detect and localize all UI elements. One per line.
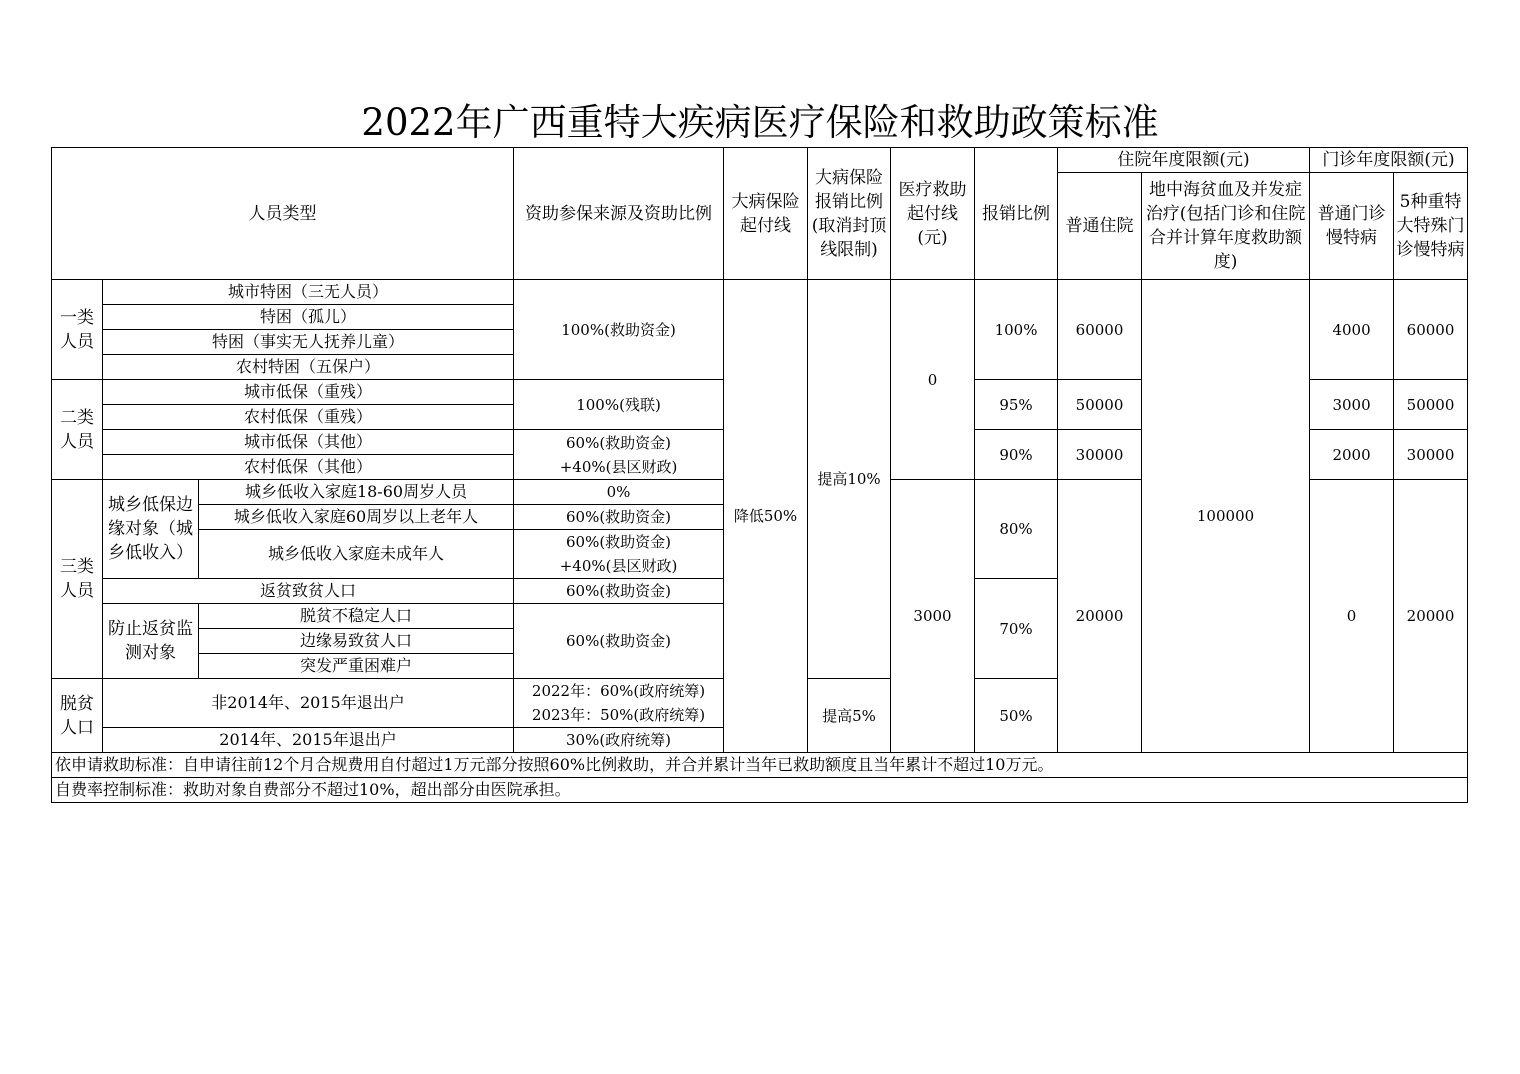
policy-table <box>51 147 1468 803</box>
funding-cell <box>514 679 724 728</box>
funding-line: 60%(救助资金) <box>565 433 672 452</box>
header-critical-ratio: 大病保险报销比例(取消封顶线限制) <box>808 148 891 280</box>
inpatient-limit-cell: 50000 <box>1058 380 1142 430</box>
funding-line: 60%(救助资金) <box>565 533 672 551</box>
funding-cell <box>514 530 724 579</box>
funding-line: 2022年：60%(政府统筹) <box>531 682 706 700</box>
group-label-2: 二类人员 <box>52 380 103 480</box>
thalassemia-limit-cell: 100000 <box>1142 280 1310 753</box>
person-type-cell: 2014年、2015年退出户 <box>103 728 514 753</box>
person-type-cell: 非2014年、2015年退出户 <box>103 679 514 728</box>
funding-cell <box>514 430 724 480</box>
group-label-3: 三类人员 <box>52 480 103 679</box>
document-title: 2022年广西重特大疾病医疗保险和救助政策标准 <box>361 101 1159 144</box>
ratio-cell: 80% <box>975 480 1058 579</box>
funding-cell: 0% <box>514 480 724 505</box>
header-inpatient-limit: 住院年度限额(元) <box>1058 148 1310 173</box>
person-type-cell: 特困（孤儿） <box>103 305 514 330</box>
ratio-cell: 100% <box>975 280 1058 380</box>
header-funding-source: 资助参保来源及资助比例 <box>514 148 724 280</box>
header-reimb-ratio: 报销比例 <box>975 148 1058 280</box>
header-critical-deductible: 大病保险起付线 <box>724 148 808 280</box>
five-major-limit-cell: 60000 <box>1394 280 1468 380</box>
funding-cell: 30%(政府统筹) <box>514 728 724 753</box>
chronic-limit-cell: 0 <box>1310 480 1394 753</box>
critical-ratio-cell: 提高10% <box>808 280 891 679</box>
header-five-major: 5种重特大特殊门诊慢特病 <box>1394 173 1468 280</box>
funding-cell: 100%(残联) <box>514 380 724 430</box>
person-type-cell: 突发严重困难户 <box>199 654 514 679</box>
chronic-limit-cell: 2000 <box>1310 430 1394 480</box>
ratio-cell: 50% <box>975 679 1058 753</box>
person-type-cell: 脱贫不稳定人口 <box>199 604 514 629</box>
header-outpatient-limit: 门诊年度限额(元) <box>1310 148 1468 173</box>
person-type-cell: 城乡低收入家庭18-60周岁人员 <box>199 480 514 505</box>
funding-line: 2023年：50%(政府统筹) <box>531 706 706 724</box>
note-application-standard: 依申请救助标准：自申请往前12个月合规费用自付超过1万元部分按照60%比例救助，并合并累计当年已救助额度且当年累计不超过10万元。 <box>52 753 1468 778</box>
ratio-cell: 70% <box>975 579 1058 679</box>
person-type-cell: 特困（事实无人抚养儿童） <box>103 330 514 355</box>
funding-cell: 60%(救助资金) <box>514 604 724 679</box>
five-major-limit-cell: 20000 <box>1394 480 1468 753</box>
note-self-pay-standard: 自费率控制标准：救助对象自费部分不超过10%，超出部分由医院承担。 <box>52 778 1468 803</box>
chronic-limit-cell: 3000 <box>1310 380 1394 430</box>
person-type-cell: 农村低保（其他） <box>103 455 514 480</box>
group-label-1: 一类人员 <box>52 280 103 380</box>
header-thalassemia: 地中海贫血及并发症治疗(包括门诊和住院合并计算年度救助额度) <box>1142 173 1310 280</box>
person-type-cell: 边缘易致贫人口 <box>199 629 514 654</box>
subgroup-label: 城乡低保边缘对象（城乡低收入） <box>103 480 199 579</box>
header-aid-deductible: 医疗救助起付线(元) <box>891 148 975 280</box>
aid-deductible-cell: 3000 <box>891 480 975 753</box>
person-type-cell: 返贫致贫人口 <box>103 579 514 604</box>
critical-ratio-cell: 提高5% <box>808 679 891 753</box>
five-major-limit-cell: 50000 <box>1394 380 1468 430</box>
inpatient-limit-cell: 30000 <box>1058 430 1142 480</box>
five-major-limit-cell: 30000 <box>1394 430 1468 480</box>
group-label-4: 脱贫人口 <box>52 679 103 753</box>
person-type-cell: 城市低保（重残） <box>103 380 514 405</box>
funding-cell: 100%(救助资金) <box>514 280 724 380</box>
funding-cell: 60%(救助资金) <box>514 505 724 530</box>
header-general-inpatient: 普通住院 <box>1058 173 1142 280</box>
funding-line: +40%(县区财政) <box>559 457 678 476</box>
header-person-type: 人员类型 <box>52 148 514 280</box>
subgroup-label: 防止返贫监测对象 <box>103 604 199 679</box>
ratio-cell: 90% <box>975 430 1058 480</box>
chronic-limit-cell: 4000 <box>1310 280 1394 380</box>
inpatient-limit-cell: 60000 <box>1058 280 1142 380</box>
critical-deductible-cell: 降低50% <box>724 280 808 753</box>
person-type-cell: 农村低保（重残） <box>103 405 514 430</box>
person-type-cell: 城乡低收入家庭未成年人 <box>199 530 514 579</box>
aid-deductible-cell: 0 <box>891 280 975 480</box>
person-type-cell: 农村特困（五保户） <box>103 355 514 380</box>
funding-cell: 60%(救助资金) <box>514 579 724 604</box>
person-type-cell: 城市低保（其他） <box>103 430 514 455</box>
ratio-cell: 95% <box>975 380 1058 430</box>
person-type-cell: 城乡低收入家庭60周岁以上老年人 <box>199 505 514 530</box>
person-type-cell: 城市特困（三无人员） <box>103 280 514 305</box>
funding-line: +40%(县区财政) <box>559 557 678 575</box>
inpatient-limit-cell: 20000 <box>1058 480 1142 753</box>
header-general-chronic: 普通门诊慢特病 <box>1310 173 1394 280</box>
